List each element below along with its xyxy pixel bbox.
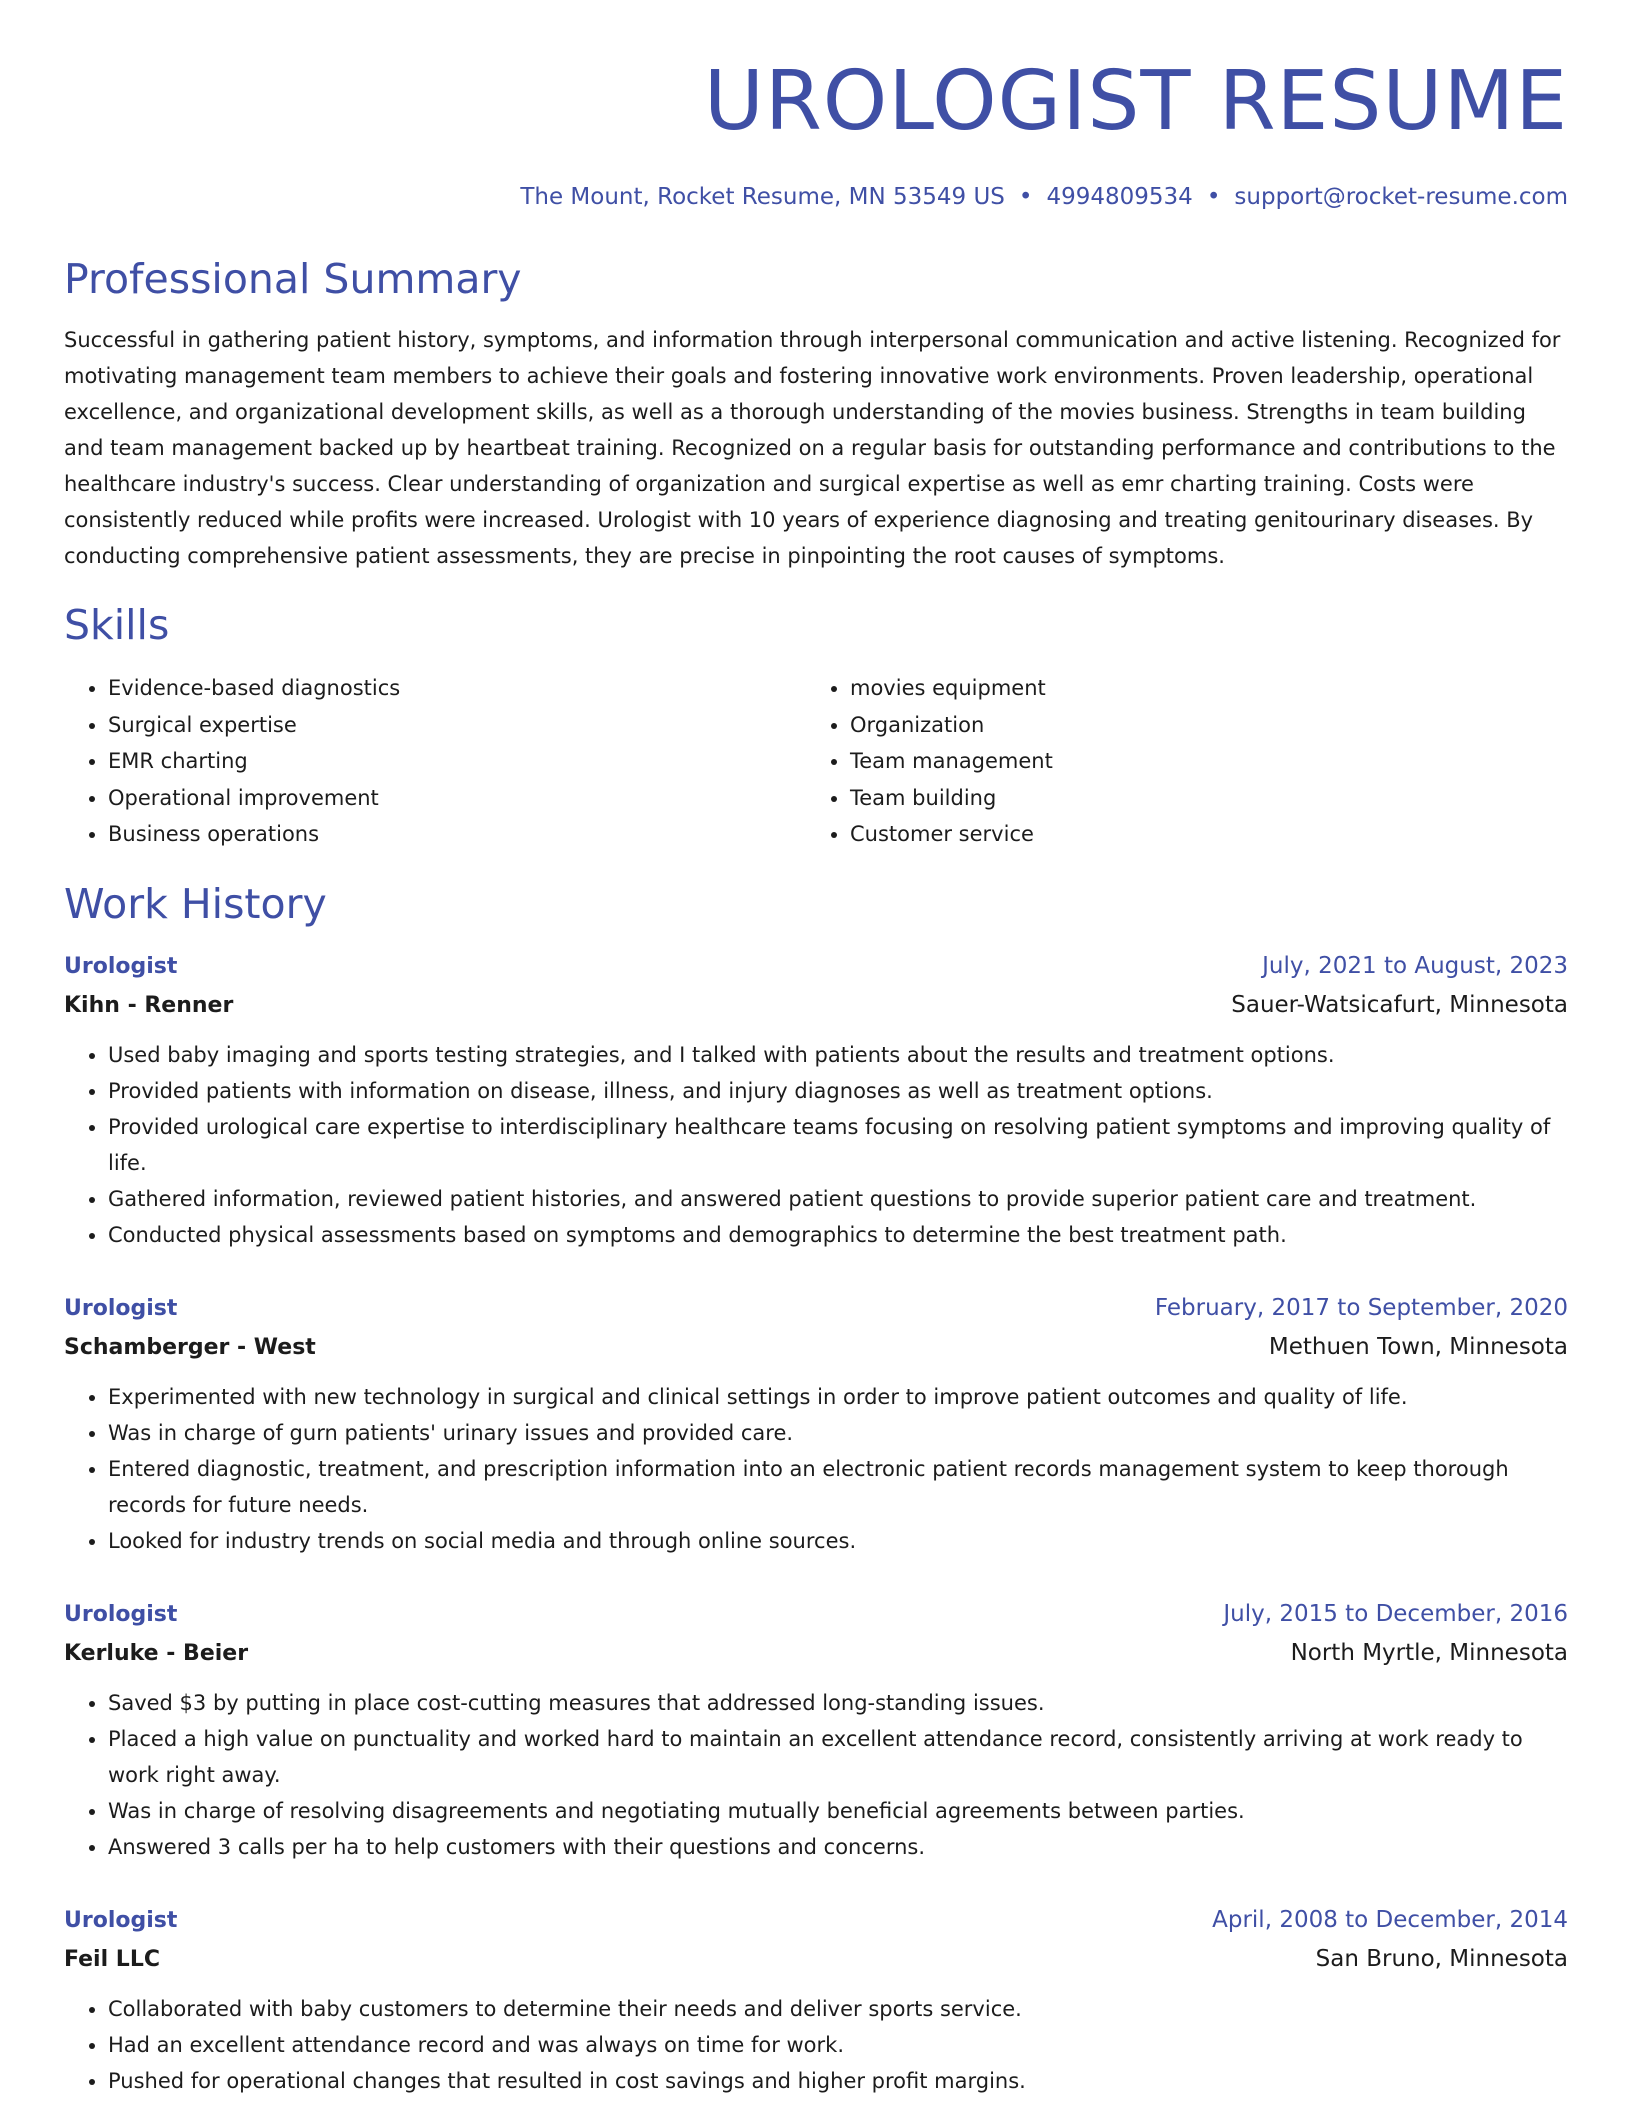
skill-item: • Team management [850,743,1548,780]
job-header [64,1901,1568,1940]
contact-line [64,182,1568,212]
skills-column-right [806,670,1548,853]
job-duties [64,1991,1568,2099]
job-location: San Bruno, Minnesota [1315,1945,1568,1972]
job-company: Kihn - Renner [64,992,234,1018]
job-duty: • Saved $3 by putting in place cost-cutting measures that addressed long-standing issues. [108,1685,1568,1721]
job-dates: April, 2008 to December, 2014 [1212,1906,1568,1933]
job-header [64,1289,1568,1328]
job-header [64,947,1568,986]
job-duty: • Conducted physical assessments based on symptoms and demographics to determine the best treatment path. [108,1217,1568,1253]
contact-separator: • [1018,184,1033,210]
job-company: Schamberger - West [64,1334,316,1360]
job-duty: • Collaborated with baby customers to determine their needs and deliver sports service. [108,1991,1568,2027]
job-duty: • Gathered information, reviewed patient histories, and answered patient questions to provide superior patient care and treatment. [108,1181,1568,1217]
contact-address: The Mount, Rocket Resume, MN 53549 US [520,184,1005,210]
skill-item: • Business operations [108,816,806,853]
skills-heading: Skills [64,601,170,649]
job-title: Urologist [64,1907,178,1933]
job-duty: • Answered 3 calls per ha to help customers with their questions and concerns. [108,1829,1568,1865]
job-location: North Myrtle, Minnesota [1290,1639,1568,1666]
job-duty: • Experimented with new technology in surgical and clinical settings in order to improve patient outcomes and quality of life. [108,1379,1568,1415]
job-dates: July, 2021 to August, 2023 [1262,952,1568,979]
job-company: Kerluke - Beier [64,1640,249,1666]
summary-heading: Professional Summary [64,255,522,303]
job-subheader [64,1940,1568,1979]
job-subheader [64,1634,1568,1673]
job-entry [64,1595,1568,1865]
contact-email[interactable]: support@rocket-resume.com [1234,184,1568,210]
resume-title: UROLOGIST RESUME [703,54,1568,149]
job-entry [64,1289,1568,1559]
skill-item: • Evidence-based diagnostics [108,670,806,707]
job-duty: • Entered diagnostic, treatment, and prescription information into an electronic patient records management system to keep thorough records for future needs. [108,1451,1568,1523]
job-duties [64,1037,1568,1253]
job-duty: • Pushed for operational changes that resulted in cost savings and higher profit margins. [108,2063,1568,2099]
summary-text: Successful in gathering patient history, symptoms, and information through interpersonal communication and active listening. Recognized for motivating management team members to achieve their goals and fostering innovative work environments. Proven leadership, operational excellence, and organizational development skills, as well as a thorough understanding of the movies business. Strengths in team building and team management backed up by heartbeat training. Recognized on a regular basis for outstanding performance and contributions to the healthcare industry's success. Clear understanding of organization and surgical expertise as well as emr charting training. Costs were consistently reduced while profits were increased. Urologist with 10 years of experience diagnosing and treating genitourinary diseases. By conducting comprehensive patient assessments, they are precise in pinpointing the root causes of symptoms. [64,328,1561,568]
job-duty: • Used baby imaging and sports testing strategies, and I talked with patients about the results and treatment options. [108,1037,1568,1073]
job-subheader [64,986,1568,1025]
skill-item: • Team building [850,780,1548,817]
job-duty: • Was in charge of resolving disagreements and negotiating mutually beneficial agreements between parties. [108,1793,1568,1829]
job-header [64,1595,1568,1634]
job-subheader [64,1328,1568,1367]
skill-item: • EMR charting [108,743,806,780]
skill-item: • Operational improvement [108,780,806,817]
job-entry [64,1901,1568,2099]
skill-item: • Customer service [850,816,1548,853]
skills-column-left [64,670,806,853]
skill-item: • Organization [850,707,1548,744]
job-duties [64,1379,1568,1559]
job-duty: • Provided urological care expertise to interdisciplinary healthcare teams focusing on resolving patient symptoms and improving quality of life. [108,1109,1568,1181]
job-duty: • Provided patients with information on disease, illness, and injury diagnoses as well as treatment options. [108,1073,1568,1109]
skills-list [64,670,1568,853]
job-company: Feil LLC [64,1946,160,1972]
job-location: Methuen Town, Minnesota [1268,1333,1568,1360]
job-title: Urologist [64,1601,178,1627]
contact-phone: 4994809534 [1046,184,1193,210]
job-entry [64,947,1568,1253]
skill-item: • movies equipment [850,670,1548,707]
job-location: Sauer-Watsicafurt, Minnesota [1231,991,1568,1018]
job-duty: • Placed a high value on punctuality and worked hard to maintain an excellent attendance record, consistently arriving at work ready to work right away. [108,1721,1568,1793]
job-title: Urologist [64,1295,178,1321]
job-duty: • Looked for industry trends on social media and through online sources. [108,1523,1568,1559]
job-duty: • Was in charge of gurn patients' urinary issues and provided care. [108,1415,1568,1451]
skill-item: • Surgical expertise [108,707,806,744]
job-dates: February, 2017 to September, 2020 [1154,1294,1568,1321]
job-dates: July, 2015 to December, 2016 [1223,1600,1568,1627]
job-duty: • Had an excellent attendance record and was always on time for work. [108,2027,1568,2063]
job-title: Urologist [64,953,178,979]
contact-separator: • [1206,184,1221,210]
work-history-heading: Work History [64,879,327,928]
job-duties [64,1685,1568,1865]
